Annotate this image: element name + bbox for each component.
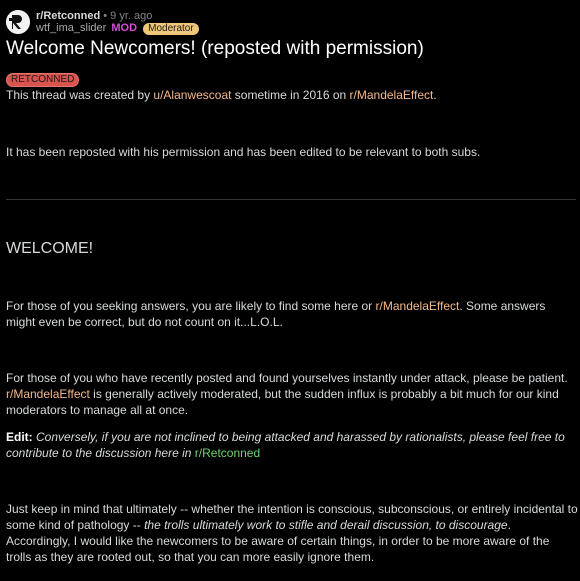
paragraph-repost: It has been reposted with his permission and has been edited to be relevant to both subs. <box>6 145 481 159</box>
subreddit-link-retconned[interactable]: r/Retconned <box>194 446 261 460</box>
text: . <box>433 88 437 102</box>
text: This thread was created by <box>6 88 154 102</box>
subreddit-avatar-icon[interactable] <box>6 10 30 34</box>
user-link[interactable]: u/Alanwescoat <box>153 88 232 102</box>
paragraph-trolls <box>6 501 578 565</box>
post-body-intro <box>6 87 578 103</box>
author-flair: Moderator <box>143 23 199 35</box>
text: . Some answers might even be correct, but do not count on it...L.O.L. <box>6 299 546 329</box>
text: . Accordingly, I would like the newcomers to be aware of certain things, in order to be more aware of the trolls as they are rooted out, so that you can more easily ignore them. <box>6 518 550 564</box>
subreddit-link-mandelaeffect[interactable]: r/MandelaEffect <box>349 88 434 102</box>
edit-text: Conversely, if you are not inclined to being attacked and harassed by rationalists, please feel free to contribute to the discussion here in <box>6 430 565 460</box>
edit-label: Edit: <box>6 430 33 444</box>
text: For those of you seeking answers, you are likely to find some here or <box>6 299 376 313</box>
post-meta <box>36 10 152 22</box>
subreddit-link-mandelaeffect[interactable]: r/MandelaEffect <box>375 299 460 313</box>
text: is generally actively moderated, but the sudden influx is probably a bit much for our kind moderators to manage all at once. <box>6 387 559 417</box>
troll-emphasis: the trolls ultimately work to stifle and derail discussion, to discourage <box>144 518 508 532</box>
welcome-heading: WELCOME! <box>6 240 94 257</box>
post-time: 9 yr. ago <box>110 10 153 22</box>
subreddit-link[interactable]: r/Retconned <box>36 10 101 22</box>
meta-separator: • <box>103 10 108 22</box>
author-link[interactable]: wtf_ima_slider <box>36 22 107 34</box>
post-flair[interactable]: RETCONNED <box>6 73 79 87</box>
text: sometime in 2016 on <box>231 88 350 102</box>
paragraph-attack <box>6 370 578 418</box>
text: For those of you who have recently posted and found yourselves instantly under attack, please be patient. <box>6 371 568 385</box>
text: Just keep in mind that ultimately -- whether the intention is conscious, subconscious, or entirely incidental to some kind of pathology -- <box>6 502 578 532</box>
author-line <box>36 22 199 35</box>
subreddit-link-mandelaeffect[interactable]: r/MandelaEffect <box>6 387 90 401</box>
paragraph-edit <box>6 429 578 461</box>
divider <box>6 199 576 200</box>
post-title[interactable]: Welcome Newcomers! (reposted with permission) <box>6 38 424 59</box>
paragraph-intro <box>6 87 578 103</box>
post-header <box>6 8 566 36</box>
paragraph-answers <box>6 298 578 330</box>
mod-tag: MOD <box>111 22 138 34</box>
